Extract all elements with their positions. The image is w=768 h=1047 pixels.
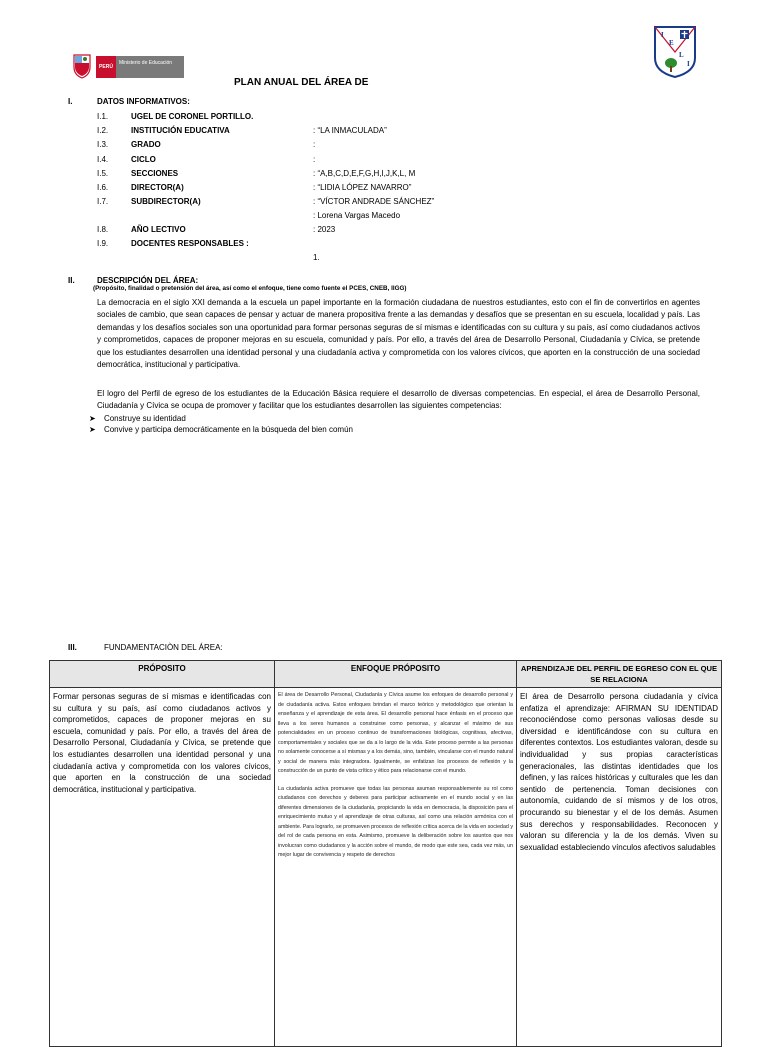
crest-letter-1: I: [661, 31, 664, 39]
item-value: : 2023: [313, 225, 336, 234]
item-number: I.9.: [97, 239, 109, 248]
item-number: I.8.: [97, 225, 109, 234]
description-paragraph-2: El logro del Perfil de egreso de los estudiantes de la Educación Básica requiere el desarrollo de diversas competencias. En especial, el área de Desarrollo Personal, Ciudadanía y Cívica se ocupa de promover y facilitar que los estudiantes desarrollen las siguientes competencias:: [97, 389, 700, 411]
item-label: DIRECTOR(A): [131, 183, 184, 192]
item-value: :: [313, 155, 316, 164]
section2-note: (Propósito, finalidad o pretensión del área, así como el enfoque, tiene como fuente el PCES, CNEB, IIGG): [93, 285, 407, 292]
item-value: : “LIDIA LÓPEZ NAVARRO”: [313, 183, 412, 192]
document-title: PLAN ANUAL DEL ÁREA DE: [234, 77, 369, 88]
item-value: : Lorena Vargas Macedo: [313, 211, 401, 220]
crest-letter-3: L: [679, 51, 684, 59]
section1-number: I.: [68, 97, 73, 106]
competencia-text: Convive y participa democráticamente en la búsqueda del bien común: [103, 425, 353, 434]
item-number: I.7.: [97, 197, 109, 206]
list-item: [89, 425, 353, 434]
column-header-aprendizaje: APRENDIZAJE DEL PERFIL DE EGRESO CON EL QUE SE RELACIONA: [517, 661, 722, 688]
enfoque-paragraph-2: La ciudadanía activa promueve que todas las personas asuman responsablemente su rol como ciudadanos con derechos y deberes para participar activamente en el mundo social y en las diferentes dimensiones de la ciudadanía, propiciando la vida en democracia, la disposición para el enriquecimiento mutuo y el aprendizaje de otras culturas, así como una relación armónica con el ambiente. Para lograrlo, se promueven procesos de reflexión crítica acerca de la vida en sociedad y del rol de cada persona en esta. Asimismo, promueve la deliberación sobre los asuntos que nos involucran como ciudadanos y la acción sobre el mundo, de modo que este sea, cada vez más, un mejor lugar de convivencia y respeto de derechos: [278, 785, 513, 858]
description-paragraph-1: La democracia en el siglo XXI demanda a la escuela un papel importante en la formación ciudadana de nuestros estudiantes, esto con el fin de convertirlos en agentes sociales de cambio, que sean capaces de pensar y actuar de manera propositiva frente a las demandas y desafíos que se presentan en su escuela, localidad y país. Las demandas y los desafíos sociales son una oportunidad para formar personas seguras de sí mismas e identificadas con su cultura y su país, así como ciudadanos activos y comprometidos, capaces de proponer mejoras en su escuela, comunidad y país. Por ello, a través del área de Desarrollo Personal, Ciudadanía y Cívica, se pretende que los estudiantes desarrollen una identidad personal y una ciudadanía activa y comprometida con los valores cívicos, que aporten en la construcción de una sociedad democrática, institucional y participativa.: [97, 298, 700, 370]
section2-number: II.: [68, 276, 75, 285]
item-number: I.2.: [97, 126, 109, 135]
crest-letter-2: E: [669, 39, 674, 47]
minedu-logo: [72, 53, 182, 81]
item-label: DOCENTES RESPONSABLES :: [131, 239, 249, 248]
crest-letter-4: I: [687, 60, 690, 68]
table-row: [50, 688, 722, 1047]
enfoque-cell: [275, 688, 517, 1047]
trailing-number: 1.: [313, 253, 320, 262]
section2-heading: DESCRIPCIÓN DEL ÁREA:: [97, 276, 199, 285]
table-header-row: [50, 661, 722, 688]
item-number: I.4.: [97, 155, 109, 164]
item-number: I.1.: [97, 112, 109, 121]
item-label: CICLO: [131, 155, 156, 164]
section1-heading: DATOS INFORMATIVOS:: [97, 97, 190, 106]
proposito-cell: Formar personas seguras de sí mismas e identificadas con su cultura y su país, así como ciudadanos activos y comprometidos, capaces de proponer mejoras en su escuela, comunidad y país. Por ello, a través del área de Desarrollo Personal, Ciudadanía y Cívica, se pretende que los estudiantes desarrollen una identidad personal y una ciudadanía activa y comprometida con los valores cívicos, que aporten en la construcción de una sociedad democrática, institucional y participativa.: [50, 688, 275, 1047]
item-label: SECCIONES: [131, 169, 179, 178]
item-value: : “LA INMACULADA”: [313, 126, 387, 135]
aprendizaje-cell: El área de Desarrollo persona ciudadanía y cívica enfatiza el aprendizaje: AFIRMAN SU IDENTIDAD reconociéndose como personas valiosas desde su diversidad e identificándose con su cultura en diferentes contextos. Los estudiantes valoran, desde su individualidad y sus propias características generacionales, las distintas identidades que los definen, y las raíces históricas y culturales que les dan sentido de pertenencia. Toman decisiones con autonomía, cuidando de sí mismos y de los otros, procurando su bienestar y el de los demás. Asumen sus derechos y responsabilidades. Reconocen y valoran su diferencia y la de los demás. Viven su sexualidad estableciendo vínculos afectivos saludables: [517, 688, 722, 1047]
school-crest-icon: [652, 24, 698, 78]
peru-shield-icon: [72, 53, 92, 79]
item-value: : “VÍCTOR ANDRADE SÁNCHEZ”: [313, 197, 435, 206]
competencia-text: Construye su identidad: [103, 414, 186, 423]
column-header-proposito: PRÓPOSITO: [50, 661, 275, 688]
arrow-bullet-icon: ➤: [89, 414, 96, 423]
list-item: [89, 414, 353, 423]
item-label: SUBDIRECTOR(A): [131, 197, 201, 206]
column-header-enfoque: ENFOQUE PRÓPOSITO: [275, 661, 517, 688]
enfoque-paragraph-1: El área de Desarrollo Personal, Ciudadanía y Cívica asume los enfoques de desarrollo personal y de ciudadanía activa. Estos enfoques brindan el marco teórico y metodológico que orientan la enseñanza y el aprendizaje de esta área. El desarrollo personal hace énfasis en el proceso que lleva a los seres humanos a construirse como personas, y alcanzar el máximo de sus potencialidades en un proceso continuo de transformaciones biológicas, cognitivas, afectivas, comportamentales y sociales que se da a lo largo de la vida. Este proceso permite a las personas no solamente conocerse a sí mismas y a los demás, sino, también, vincularse con el mundo natural y social de manera más integradora. Igualmente, se enfatizan los procesos de reflexión y la construcción de un punto de vista crítico y ético para relacionarse con el mundo.: [278, 692, 513, 774]
item-label: INSTITUCIÓN EDUCATIVA: [131, 126, 230, 135]
fundamentacion-table: [49, 660, 722, 1047]
item-label: AÑO LECTIVO: [131, 225, 186, 234]
item-label: GRADO: [131, 140, 161, 149]
item-number: I.3.: [97, 140, 109, 149]
item-value: :: [313, 140, 316, 149]
peru-label: PERÚ: [96, 56, 116, 78]
item-number: I.5.: [97, 169, 109, 178]
arrow-bullet-icon: ➤: [89, 425, 96, 434]
minedu-banner: [96, 56, 184, 78]
item-number: I.6.: [97, 183, 109, 192]
section3-number: III.: [68, 643, 77, 652]
item-value: : “A,B,C,D,E,F,G,H,I,J,K,L, M: [313, 169, 416, 178]
ministry-label: Ministerio de Educación: [116, 56, 184, 78]
competencias-list: [89, 414, 353, 434]
section3-heading: FUNDAMENTACIÒN DEL ÁREA:: [104, 643, 223, 652]
item-label: UGEL DE CORONEL PORTILLO.: [131, 112, 254, 121]
